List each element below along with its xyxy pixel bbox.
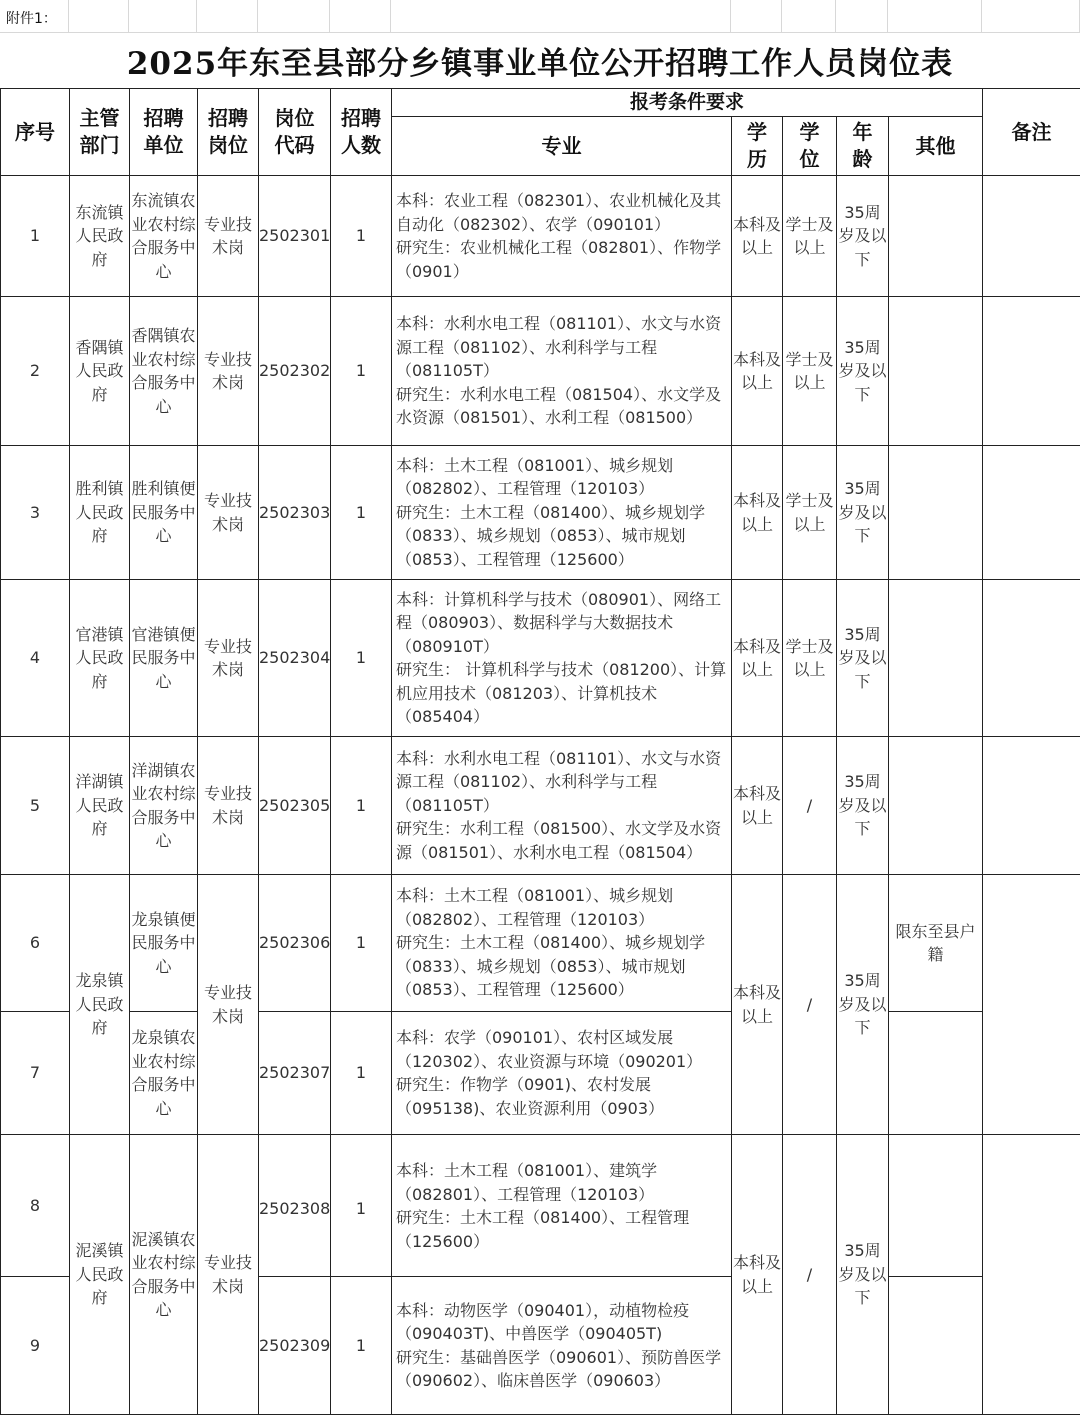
cell-degree: / xyxy=(783,1135,837,1415)
cell-count: 1 xyxy=(331,1012,392,1135)
cell-unit: 胜利镇便民服务中心 xyxy=(130,446,198,580)
cell-code: 2502303 xyxy=(259,446,331,580)
cell-major: 本科：计算机科学与技术（080901）、网络工程（080903）、数据科学与大数据技术（080910T） 研究生： 计算机科学与技术（081200）、计算机应用技术（081203）、计算机技术（085404） xyxy=(392,580,732,737)
cell-major: 本科：农业工程（082301）、农业机械化及其自动化（082302）、农学（090101） 研究生：农业机械化工程（082801）、作物学（0901） xyxy=(392,176,732,297)
cell-dept: 香隅镇人民政府 xyxy=(70,297,130,446)
table-row xyxy=(1,580,1080,737)
cell-degree: / xyxy=(783,737,837,875)
table-row xyxy=(1,875,1080,1012)
cell-remark xyxy=(983,176,1080,297)
cell-education: 本科及以上 xyxy=(732,737,783,875)
cell-other xyxy=(889,1277,983,1415)
cell-code: 2502307 xyxy=(259,1012,331,1135)
cell-education: 本科及以上 xyxy=(732,1135,783,1415)
cell-seq: 6 xyxy=(1,875,70,1012)
grid-cell xyxy=(982,0,1080,33)
cell-remark xyxy=(983,1135,1080,1415)
cell-code: 2502306 xyxy=(259,875,331,1012)
cell-other xyxy=(889,297,983,446)
cell-education: 本科及以上 xyxy=(732,446,783,580)
header-major: 专业 xyxy=(392,117,732,176)
cell-dept: 泥溪镇人民政府 xyxy=(70,1135,130,1415)
header-unit: 招聘单位 xyxy=(130,89,198,176)
grid-cell xyxy=(888,0,982,33)
cell-other xyxy=(889,580,983,737)
cell-seq: 1 xyxy=(1,176,70,297)
cell-dept: 胜利镇人民政府 xyxy=(70,446,130,580)
cell-age: 35周岁及以下 xyxy=(837,1135,889,1415)
grid-cell xyxy=(330,0,391,33)
header-education: 学历 xyxy=(732,117,783,176)
spreadsheet-top-strip xyxy=(0,0,1080,33)
cell-code: 2502308 xyxy=(259,1135,331,1277)
cell-post: 专业技术岗 xyxy=(198,1135,259,1415)
grid-cell xyxy=(69,0,129,33)
table-row xyxy=(1,446,1080,580)
cell-education: 本科及以上 xyxy=(732,875,783,1135)
cell-major: 本科：土木工程（081001）、城乡规划（082802）、工程管理（120103） 研究生：土木工程（081400）、城乡规划学（0833）、城乡规划（0853）、城市规划（0853）、工程管理（125600） xyxy=(392,875,732,1012)
table-row xyxy=(1,1135,1080,1277)
cell-degree: 学士及以上 xyxy=(783,446,837,580)
cell-age: 35周岁及以下 xyxy=(837,580,889,737)
cell-dept: 龙泉镇人民政府 xyxy=(70,875,130,1135)
cell-count: 1 xyxy=(331,176,392,297)
cell-age: 35周岁及以下 xyxy=(837,737,889,875)
cell-major: 本科：水利水电工程（081101）、水文与水资源工程（081102）、水利科学与工程（081105T） 研究生：水利水电工程（081504）、水文学及水资源（081501）、水利工程（081500） xyxy=(392,297,732,446)
cell-unit: 泥溪镇农业农村综合服务中心 xyxy=(130,1135,198,1415)
cell-post: 专业技术岗 xyxy=(198,875,259,1135)
header-code: 岗位代码 xyxy=(259,89,331,176)
cell-unit: 洋湖镇农业农村综合服务中心 xyxy=(130,737,198,875)
grid-cell xyxy=(129,0,197,33)
attachment-label: 附件1： xyxy=(6,11,57,27)
cell-education: 本科及以上 xyxy=(732,580,783,737)
grid-cell xyxy=(391,0,731,33)
cell-other xyxy=(889,446,983,580)
grid-cell xyxy=(782,0,836,33)
table-row xyxy=(1,737,1080,875)
cell-remark xyxy=(983,580,1080,737)
cell-other xyxy=(889,737,983,875)
cell-remark xyxy=(983,297,1080,446)
cell-degree: / xyxy=(783,875,837,1135)
cell-degree: 学士及以上 xyxy=(783,297,837,446)
cell-post: 专业技术岗 xyxy=(198,297,259,446)
cell-dept: 洋湖镇人民政府 xyxy=(70,737,130,875)
cell-code: 2502309 xyxy=(259,1277,331,1415)
cell-unit: 龙泉镇便民服务中心 xyxy=(130,875,198,1012)
cell-remark xyxy=(983,446,1080,580)
cell-unit: 龙泉镇农业农村综合服务中心 xyxy=(130,1012,198,1135)
header-count: 招聘人数 xyxy=(331,89,392,176)
cell-degree: 学士及以上 xyxy=(783,176,837,297)
cell-count: 1 xyxy=(331,1277,392,1415)
header-remark: 备注 xyxy=(983,89,1080,176)
cell-count: 1 xyxy=(331,446,392,580)
document-title: 2025年东至县部分乡镇事业单位公开招聘工作人员岗位表 xyxy=(126,46,954,82)
cell-other xyxy=(889,1135,983,1277)
grid-cell xyxy=(197,0,258,33)
cell-age: 35周岁及以下 xyxy=(837,176,889,297)
header-post: 招聘岗位 xyxy=(198,89,259,176)
header-degree: 学位 xyxy=(783,117,837,176)
header-requirements: 报考条件要求 xyxy=(392,89,983,117)
cell-other: 限东至县户籍 xyxy=(889,875,983,1012)
cell-age: 35周岁及以下 xyxy=(837,875,889,1135)
cell-major: 本科：农学（090101）、农村区域发展（120302）、农业资源与环境（090201） 研究生：作物学（0901)、农村发展（095138)、农业资源利用（0903） xyxy=(392,1012,732,1135)
cell-dept: 官港镇人民政府 xyxy=(70,580,130,737)
cell-other xyxy=(889,1012,983,1135)
cell-degree: 学士及以上 xyxy=(783,580,837,737)
cell-post: 专业技术岗 xyxy=(198,580,259,737)
cell-seq: 7 xyxy=(1,1012,70,1135)
header-dept: 主管部门 xyxy=(70,89,130,176)
header-age: 年龄 xyxy=(837,117,889,176)
cell-post: 专业技术岗 xyxy=(198,446,259,580)
header-other: 其他 xyxy=(889,117,983,176)
cell-post: 专业技术岗 xyxy=(198,737,259,875)
table-row xyxy=(1,297,1080,446)
table-row xyxy=(1,176,1080,297)
cell-age: 35周岁及以下 xyxy=(837,297,889,446)
cell-seq: 5 xyxy=(1,737,70,875)
cell-count: 1 xyxy=(331,737,392,875)
cell-major: 本科：土木工程（081001）、建筑学（082801）、工程管理（120103） 研究生：土木工程（081400）、工程管理（125600） xyxy=(392,1135,732,1277)
grid-cell xyxy=(731,0,782,33)
job-positions-table xyxy=(0,88,1080,1415)
cell-unit: 香隅镇农业农村综合服务中心 xyxy=(130,297,198,446)
cell-code: 2502302 xyxy=(259,297,331,446)
cell-other xyxy=(889,176,983,297)
cell-age: 35周岁及以下 xyxy=(837,446,889,580)
cell-dept: 东流镇人民政府 xyxy=(70,176,130,297)
cell-count: 1 xyxy=(331,1135,392,1277)
cell-unit: 东流镇农业农村综合服务中心 xyxy=(130,176,198,297)
cell-major: 本科：水利水电工程（081101）、水文与水资源工程（081102）、水利科学与工程（081105T） 研究生：水利工程（081500）、水文学及水资源（081501）、水利水电工程（081504） xyxy=(392,737,732,875)
cell-count: 1 xyxy=(331,580,392,737)
cell-education: 本科及以上 xyxy=(732,297,783,446)
cell-unit: 官港镇便民服务中心 xyxy=(130,580,198,737)
cell-code: 2502301 xyxy=(259,176,331,297)
cell-remark xyxy=(983,737,1080,875)
grid-cell xyxy=(258,0,330,33)
cell-code: 2502305 xyxy=(259,737,331,875)
cell-code: 2502304 xyxy=(259,580,331,737)
cell-seq: 2 xyxy=(1,297,70,446)
header-seq: 序号 xyxy=(1,89,70,176)
cell-major: 本科：土木工程（081001）、城乡规划（082802）、工程管理（120103） 研究生：土木工程（081400）、城乡规划学（0833）、城乡规划（0853）、城市规划（0853）、工程管理（125600） xyxy=(392,446,732,580)
cell-seq: 4 xyxy=(1,580,70,737)
cell-major: 本科：动物医学（090401），动植物检疫（090403T)、中兽医学（090405T) 研究生：基础兽医学（090601）、预防兽医学（090602）、临床兽医学（090603） xyxy=(392,1277,732,1415)
cell-education: 本科及以上 xyxy=(732,176,783,297)
cell-remark xyxy=(983,875,1080,1135)
grid-cell xyxy=(836,0,888,33)
cell-count: 1 xyxy=(331,297,392,446)
cell-seq: 3 xyxy=(1,446,70,580)
cell-post: 专业技术岗 xyxy=(198,176,259,297)
table-row xyxy=(1,1012,1080,1135)
cell-count: 1 xyxy=(331,875,392,1012)
cell-seq: 8 xyxy=(1,1135,70,1277)
cell-seq: 9 xyxy=(1,1277,70,1415)
